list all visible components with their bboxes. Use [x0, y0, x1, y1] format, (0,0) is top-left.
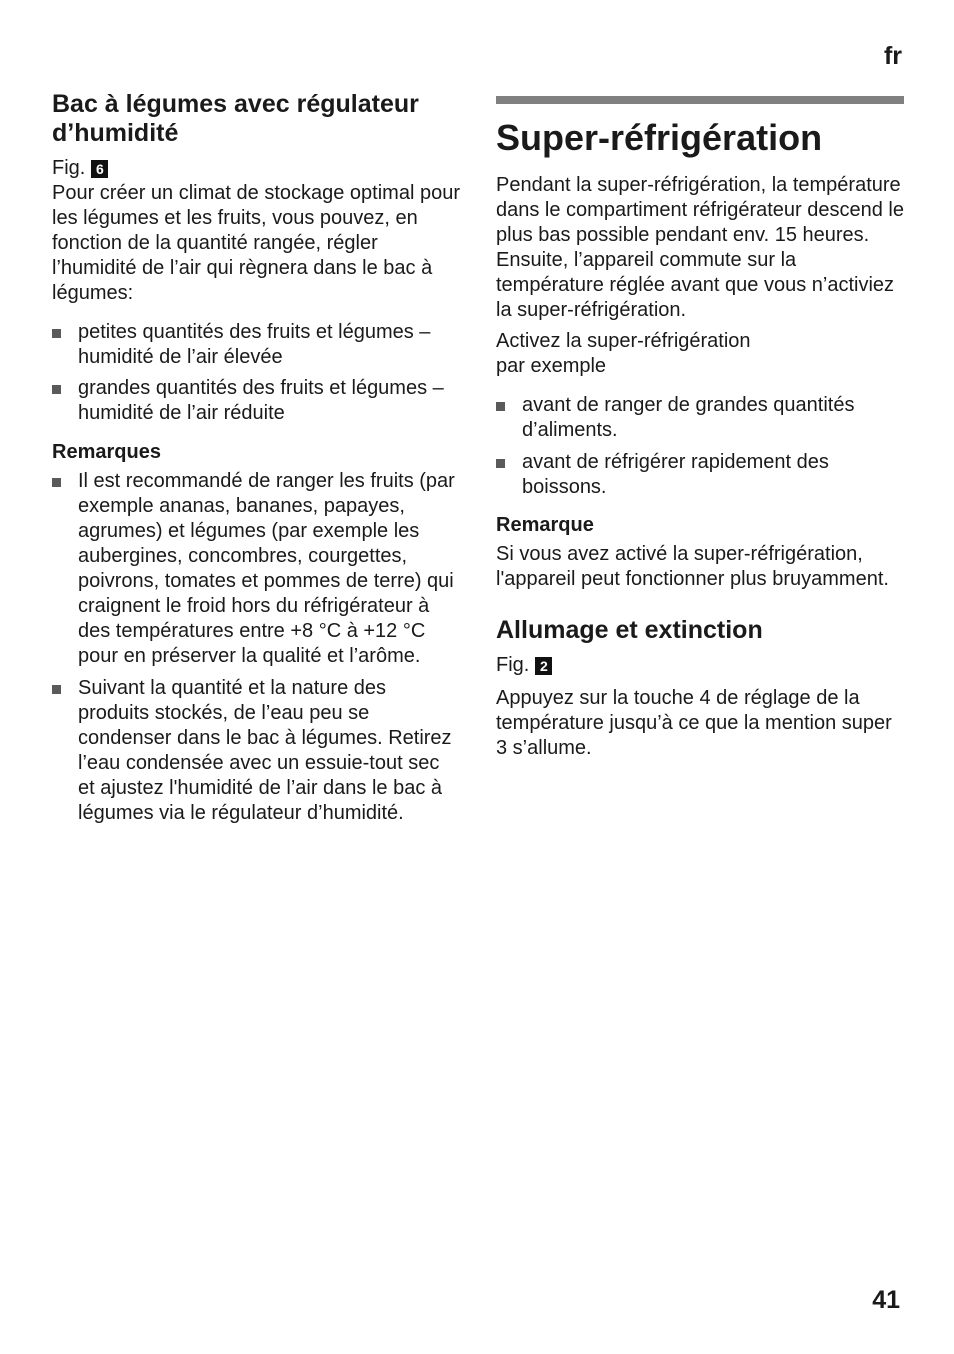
fig-label: Fig. [496, 654, 530, 676]
figure-number-badge: 6 [91, 160, 108, 178]
page-number: 41 [872, 1286, 900, 1314]
notes-heading: Remarques [52, 441, 161, 463]
figure-reference [52, 156, 108, 181]
list-item: grandes quantités des fruits et légumes – humidité de l’air réduite [52, 376, 460, 426]
list-item: Suivant la quantité et la nature des produits stockés, de l’eau peu se condenser dans le bac à légumes. Retirez l’eau condensée avec un essuie-tout sec et ajustez l'humidité de l’air dans le bac à légumes via le régulateur d’humidité. [52, 676, 460, 826]
activation-list [496, 393, 904, 500]
bullet-square-icon [52, 329, 61, 338]
figure-reference [496, 653, 552, 678]
section-heading-vegetable-drawer: Bac à légumes avec régulateur d’humidité [52, 90, 419, 147]
list-item: Il est recommandé de ranger les fruits (par exemple ananas, bananes, papayes, agrumes) et légumes (par exemple les aubergines, concombres, courgettes, poivrons, tomates et pommes de terre) qui craignent le froid hors du réfrigérateur à des températures entre +8 °C à +12 °C pour en préserver la qualité et l’arôme. [52, 469, 460, 669]
fig-label: Fig. [52, 157, 86, 179]
figure-number-badge: 2 [535, 657, 552, 675]
section-heading-on-off: Allumage et extinction [496, 616, 763, 644]
note-paragraph: Si vous avez activé la super-réfrigération, l'appareil peut fonctionner plus bruyamment. [496, 543, 889, 590]
bullet-square-icon [496, 459, 505, 468]
notes-list [52, 469, 460, 826]
bullet-square-icon [496, 402, 505, 411]
page-title: Super-réfrigération [496, 117, 823, 158]
language-code: fr [883, 42, 902, 70]
bullet-square-icon [52, 385, 61, 394]
list-item: avant de réfrigérer rapidement des boissons. [496, 450, 904, 500]
bullet-square-icon [52, 478, 61, 487]
list-item: petites quantités des fruits et légumes – humidité de l’air élevée [52, 320, 460, 370]
section-divider [496, 96, 904, 104]
intro-paragraph: Pour créer un climat de stockage optimal pour les légumes et les fruits, vous pouvez, en fonction de la quantité rangée, régler l’humidité de l’air qui règnera dans le bac à légumes: [52, 182, 460, 304]
on-off-paragraph: Appuyez sur la touche 4 de réglage de la température jusqu’à ce que la mention super 3 s’allume. [496, 687, 892, 759]
note-heading: Remarque [496, 514, 594, 536]
humidity-list [52, 320, 460, 426]
list-item: avant de ranger de grandes quantités d’aliments. [496, 393, 904, 443]
bullet-square-icon [52, 685, 61, 694]
right-column [496, 90, 904, 761]
super-cooling-paragraph: Pendant la super-réfrigération, la température dans le compartiment réfrigérateur descend le plus bas possible pendant env. 15 heures. Ensuite, l’appareil commute sur la température réglée avant que vous n’activiez la super-réfrigération. [496, 174, 904, 321]
activation-paragraph: Activez la super-réfrigération par exemple [496, 330, 751, 377]
left-column [52, 90, 460, 826]
